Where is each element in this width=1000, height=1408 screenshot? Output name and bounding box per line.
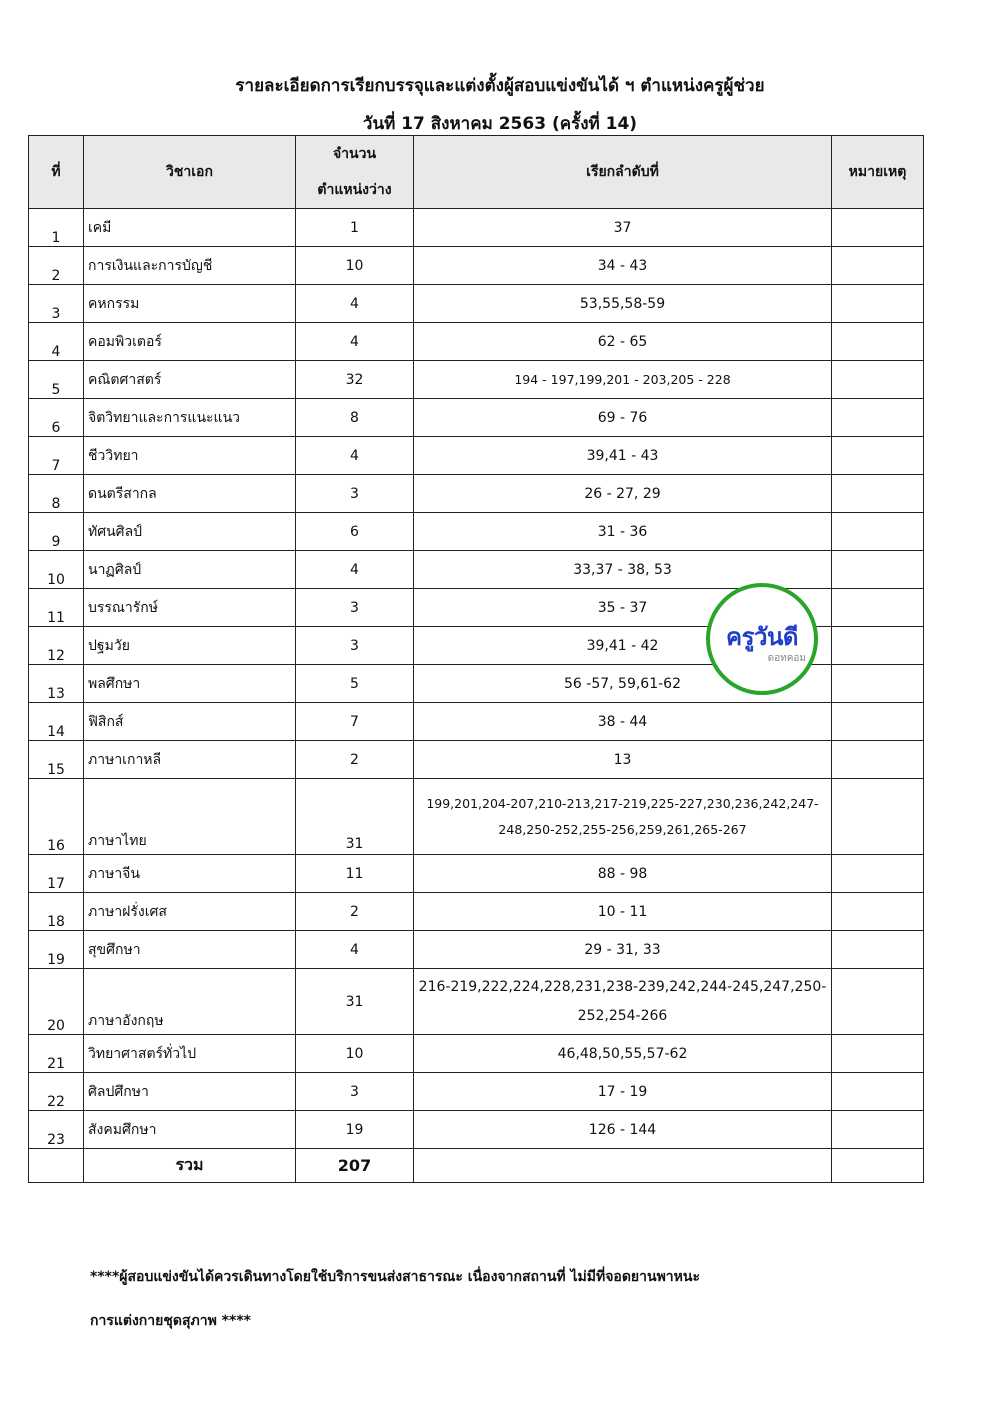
watermark-main-text: ครูวันดี	[726, 623, 798, 651]
row-vacancy-count: 31	[296, 969, 414, 1035]
row-number: 6	[29, 399, 84, 437]
table-row	[29, 779, 924, 855]
row-call-order: 33,37 - 38, 53	[414, 551, 832, 589]
row-subject: ดนตรีสากล	[84, 475, 296, 513]
row-remark	[832, 513, 924, 551]
header-order: เรียกลำดับที่	[414, 136, 832, 209]
row-vacancy-count: 3	[296, 627, 414, 665]
table-row	[29, 1073, 924, 1111]
row-number: 10	[29, 551, 84, 589]
row-call-order: 194 - 197,199,201 - 203,205 - 228	[414, 361, 832, 399]
table-row	[29, 703, 924, 741]
row-subject: ทัศนศิลป์	[84, 513, 296, 551]
dress-note: การแต่งกายชุดสุภาพ ****	[90, 1313, 251, 1329]
row-call-order: 34 - 43	[414, 247, 832, 285]
table-row	[29, 475, 924, 513]
row-subject: ภาษาเกาหลี	[84, 741, 296, 779]
table-row	[29, 247, 924, 285]
row-vacancy-count: 3	[296, 1073, 414, 1111]
row-vacancy-count: 32	[296, 361, 414, 399]
table-row	[29, 551, 924, 589]
total-order-empty	[414, 1149, 832, 1183]
row-call-order: 126 - 144	[414, 1111, 832, 1149]
row-call-order	[414, 779, 832, 855]
row-number: 18	[29, 893, 84, 931]
header-remark: หมายเหตุ	[832, 136, 924, 209]
watermark-sub-text: ดอทคอม	[767, 653, 806, 664]
row-subject: บรรณารักษ์	[84, 589, 296, 627]
row-call-order-line1: 199,201,204-207,210-213,217-219,225-227,230,236,242,247-	[426, 795, 819, 811]
row-call-order: 17 - 19	[414, 1073, 832, 1111]
row-subject: พลศึกษา	[84, 665, 296, 703]
row-subject: เคมี	[84, 209, 296, 247]
row-call-order: 88 - 98	[414, 855, 832, 893]
row-call-order: 39,41 - 43	[414, 437, 832, 475]
row-remark	[832, 893, 924, 931]
row-call-order: 35 - 37	[414, 589, 832, 627]
row-remark	[832, 475, 924, 513]
row-vacancy-count: 4	[296, 437, 414, 475]
row-number: 22	[29, 1073, 84, 1111]
row-vacancy-count: 10	[296, 247, 414, 285]
row-vacancy-count: 10	[296, 1035, 414, 1073]
row-number: 4	[29, 323, 84, 361]
row-number: 20	[29, 969, 84, 1035]
row-call-order: 10 - 11	[414, 893, 832, 931]
travel-note: ****ผู้สอบแข่งขันได้ควรเดินทางโดยใช้บริการขนส่งสาธารณะ เนื่องจากสถานที่ ไม่มีที่จอดยานพาหนะ	[90, 1269, 700, 1285]
row-remark	[832, 399, 924, 437]
row-number: 9	[29, 513, 84, 551]
row-vacancy-count: 4	[296, 931, 414, 969]
row-call-order: 13	[414, 741, 832, 779]
row-vacancy-count: 4	[296, 323, 414, 361]
document-title: รายละเอียดการเรียกบรรจุและแต่งตั้งผู้สอบแข่งขันได้ ฯ ตำแหน่งครูผู้ช่วย	[235, 76, 765, 96]
row-remark	[832, 589, 924, 627]
row-call-order: 38 - 44	[414, 703, 832, 741]
row-remark	[832, 209, 924, 247]
row-subject: ภาษาไทย	[84, 779, 296, 855]
row-remark	[832, 779, 924, 855]
total-remark-empty	[832, 1149, 924, 1183]
row-vacancy-count: 1	[296, 209, 414, 247]
row-subject: ภาษาอังกฤษ	[84, 969, 296, 1035]
row-subject: สุขศึกษา	[84, 931, 296, 969]
row-vacancy-count: 2	[296, 741, 414, 779]
row-number: 8	[29, 475, 84, 513]
table-row	[29, 285, 924, 323]
total-count: 207	[296, 1149, 414, 1183]
row-remark	[832, 855, 924, 893]
row-call-order	[414, 969, 832, 1035]
row-vacancy-count: 6	[296, 513, 414, 551]
row-vacancy-count: 31	[296, 779, 414, 855]
row-number: 23	[29, 1111, 84, 1149]
row-number: 21	[29, 1035, 84, 1073]
row-call-order-line2: 252,254-266	[577, 1007, 668, 1024]
row-subject: ภาษาฝรั่งเศส	[84, 893, 296, 931]
row-call-order: 69 - 76	[414, 399, 832, 437]
row-subject: นาฏศิลป์	[84, 551, 296, 589]
row-call-order-line1: 216-219,222,224,228,231,238-239,242,244-245,247,250-	[418, 978, 827, 995]
row-call-order: 53,55,58-59	[414, 285, 832, 323]
table-row	[29, 513, 924, 551]
row-number: 7	[29, 437, 84, 475]
row-remark	[832, 931, 924, 969]
row-vacancy-count: 7	[296, 703, 414, 741]
row-remark	[832, 247, 924, 285]
row-subject: คหกรรม	[84, 285, 296, 323]
row-number: 12	[29, 627, 84, 665]
row-remark	[832, 703, 924, 741]
row-vacancy-count: 19	[296, 1111, 414, 1149]
row-number: 14	[29, 703, 84, 741]
row-vacancy-count: 5	[296, 665, 414, 703]
row-subject: วิทยาศาสตร์ทั่วไป	[84, 1035, 296, 1073]
row-number: 5	[29, 361, 84, 399]
row-subject: จิตวิทยาและการแนะแนว	[84, 399, 296, 437]
row-number: 15	[29, 741, 84, 779]
row-call-order: 37	[414, 209, 832, 247]
row-number: 11	[29, 589, 84, 627]
kruwandee-watermark-logo	[706, 583, 818, 695]
row-vacancy-count: 4	[296, 285, 414, 323]
row-call-order: 26 - 27, 29	[414, 475, 832, 513]
row-number: 13	[29, 665, 84, 703]
header-vacancies-line1: จำนวน	[332, 146, 377, 162]
row-remark	[832, 551, 924, 589]
table-row	[29, 323, 924, 361]
row-call-order-line2: 248,250-252,255-256,259,261,265-267	[498, 821, 747, 837]
row-subject: คอมพิวเตอร์	[84, 323, 296, 361]
row-remark	[832, 1111, 924, 1149]
table-row	[29, 361, 924, 399]
header-no: ที่	[29, 136, 84, 209]
row-vacancy-count: 3	[296, 589, 414, 627]
row-vacancy-count: 2	[296, 893, 414, 931]
row-subject: ฟิสิกส์	[84, 703, 296, 741]
row-number: 16	[29, 779, 84, 855]
row-subject: การเงินและการบัญชี	[84, 247, 296, 285]
table-row	[29, 399, 924, 437]
row-remark	[832, 741, 924, 779]
row-vacancy-count: 3	[296, 475, 414, 513]
row-vacancy-count: 4	[296, 551, 414, 589]
row-number: 1	[29, 209, 84, 247]
total-label: รวม	[84, 1149, 296, 1183]
row-call-order: 29 - 31, 33	[414, 931, 832, 969]
total-row	[29, 1149, 924, 1183]
row-remark	[832, 627, 924, 665]
row-number: 2	[29, 247, 84, 285]
header-vacancies	[296, 136, 414, 209]
document-date: วันที่ 17 สิงหาคม 2563 (ครั้งที่ 14)	[362, 114, 638, 134]
row-number: 19	[29, 931, 84, 969]
row-call-order: 62 - 65	[414, 323, 832, 361]
table-row	[29, 855, 924, 893]
table-row	[29, 1035, 924, 1073]
table-row	[29, 893, 924, 931]
row-remark	[832, 1073, 924, 1111]
row-subject: สังคมศึกษา	[84, 1111, 296, 1149]
header-subject: วิชาเอก	[84, 136, 296, 209]
row-subject: ภาษาจีน	[84, 855, 296, 893]
row-number: 3	[29, 285, 84, 323]
table-row	[29, 969, 924, 1035]
row-vacancy-count: 8	[296, 399, 414, 437]
row-remark	[832, 285, 924, 323]
row-remark	[832, 969, 924, 1035]
row-remark	[832, 1035, 924, 1073]
table-row	[29, 437, 924, 475]
row-subject: คณิตศาสตร์	[84, 361, 296, 399]
row-remark	[832, 361, 924, 399]
row-remark	[832, 665, 924, 703]
row-vacancy-count: 11	[296, 855, 414, 893]
total-empty-cell	[29, 1149, 84, 1183]
row-subject: ศิลปศึกษา	[84, 1073, 296, 1111]
row-remark	[832, 323, 924, 361]
row-call-order: 39,41 - 42	[414, 627, 832, 665]
table-row	[29, 931, 924, 969]
table-row	[29, 209, 924, 247]
row-subject: ปฐมวัย	[84, 627, 296, 665]
row-call-order: 56 -57, 59,61-62	[414, 665, 832, 703]
table-row	[29, 741, 924, 779]
row-subject: ชีววิทยา	[84, 437, 296, 475]
row-call-order: 31 - 36	[414, 513, 832, 551]
header-vacancies-line2: ตำแหน่งว่าง	[317, 182, 392, 198]
table-row	[29, 1111, 924, 1149]
table-header-row	[29, 136, 924, 209]
row-number: 17	[29, 855, 84, 893]
row-call-order: 46,48,50,55,57-62	[414, 1035, 832, 1073]
row-remark	[832, 437, 924, 475]
